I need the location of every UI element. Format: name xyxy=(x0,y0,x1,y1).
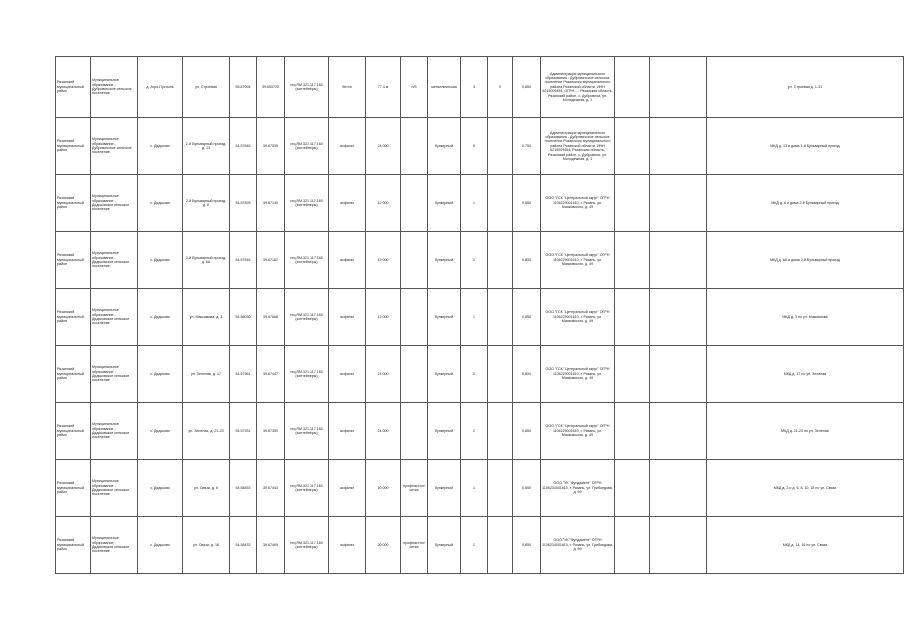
table-cell: 0,850 xyxy=(513,460,541,517)
table-cell: Администрация муниципального образования - Дубровичское сельское поселение Рязанского муниципального района Рязанской области, ИНН 6215009454, Рязанская область, Рязанский район, с. Дубровичи, ул. Молодежная, д. 1 xyxy=(541,118,615,175)
table-cell: req.RM.321.117.160 (контейнеры) xyxy=(285,57,329,118)
table-row xyxy=(56,118,904,175)
table-cell: МКД д. 3 по ул. Максимова xyxy=(707,289,904,346)
table-cell: асфальт xyxy=(329,460,366,517)
table-cell: 54.58453 xyxy=(230,460,257,517)
table-cell: 54.57826 xyxy=(230,175,257,232)
table-cell: 39.67447 xyxy=(257,346,285,403)
table-cell: Муниципальное образование - Дядьковское сельское поселение xyxy=(91,175,138,232)
table-cell: Муниципальное образование - Дядьковское сельское поселение xyxy=(91,346,138,403)
table-cell: 55.87094 xyxy=(230,57,257,118)
table-cell: бункерный xyxy=(428,118,461,175)
table-cell: МКД д. 17 по ул. Зеленая xyxy=(707,346,904,403)
table-cell: ул. Строевая д. 1-31 xyxy=(707,57,904,118)
table-cell xyxy=(615,346,650,403)
table-cell: 0,850 xyxy=(513,517,541,574)
table-cell xyxy=(401,289,428,346)
table-cell: 24.000 xyxy=(366,403,401,460)
table-cell: 39.67339 xyxy=(257,118,285,175)
table-cell: ул. Строевая xyxy=(183,57,230,118)
table-cell: 54.58433 xyxy=(230,517,257,574)
table-row xyxy=(56,175,904,232)
table-cell xyxy=(615,175,650,232)
table-cell xyxy=(650,57,707,118)
table-cell: req.RM.321.117.160 (контейнеры) xyxy=(285,517,329,574)
table-cell: 24.000 xyxy=(366,346,401,403)
table-cell: асфальт xyxy=(329,517,366,574)
table-row xyxy=(56,232,904,289)
table-cell: 2 xyxy=(461,346,488,403)
table-cell: с. Дядьково xyxy=(138,517,183,574)
table-body xyxy=(56,57,904,574)
table-cell: Муниципальное образование - Дядьковское сельское поселение xyxy=(91,232,138,289)
table-cell: ул. Связи, д. 16 xyxy=(183,517,230,574)
table-cell: 5 xyxy=(461,118,488,175)
table-cell: Рязанский муниципальный район xyxy=(56,175,91,232)
table-cell xyxy=(615,460,650,517)
table-cell: 54.57845 xyxy=(230,118,257,175)
table-cell: 1 xyxy=(461,517,488,574)
table-cell xyxy=(650,346,707,403)
table-cell: с. Дядьково xyxy=(138,403,183,460)
table-cell: 39.655720 xyxy=(257,57,285,118)
table-cell: 0 xyxy=(488,57,513,118)
table-row xyxy=(56,289,904,346)
table-cell: 12.000 xyxy=(366,289,401,346)
table-cell: req.RM.321.117.160 (контейнеры) xyxy=(285,460,329,517)
table-cell: Муниципальное образование - Дядьковское сельское поселение xyxy=(91,517,138,574)
table-cell xyxy=(650,289,707,346)
table-cell xyxy=(650,517,707,574)
table-cell: Рязанский муниципальный район xyxy=(56,57,91,118)
table-cell xyxy=(650,232,707,289)
table-cell: req.RM.321.117.160 (контейнеры) xyxy=(285,403,329,460)
table-cell: Рязанский муниципальный район xyxy=(56,403,91,460)
table-cell: бункерный xyxy=(428,232,461,289)
table-cell: 1 xyxy=(461,232,488,289)
table-cell: профнастил/сетка xyxy=(401,517,428,574)
table-cell: 0,850 xyxy=(513,175,541,232)
table-cell: с. Дядьково xyxy=(138,346,183,403)
table-cell xyxy=(615,289,650,346)
table-cell xyxy=(488,517,513,574)
table-cell xyxy=(615,118,650,175)
table-cell: 3 xyxy=(461,57,488,118)
table-cell: бункерный xyxy=(428,460,461,517)
table-cell: Муниципальное образование - Дядьковское сельское поселение xyxy=(91,403,138,460)
table-cell: Муниципальное образование - Дубровичское сельское поселение xyxy=(91,118,138,175)
table-cell xyxy=(488,232,513,289)
table-cell xyxy=(488,175,513,232)
table-row xyxy=(56,517,904,574)
table-cell: 0,850 xyxy=(513,232,541,289)
table-row xyxy=(56,460,904,517)
table-cell: req.RM.321.117.160 (контейнеры) xyxy=(285,118,329,175)
table-cell: ул. Зеленая, д. 21-23 xyxy=(183,403,230,460)
table-cell: ул. Зеленая, д. 17 xyxy=(183,346,230,403)
table-cell: н/б xyxy=(401,57,428,118)
table-cell: req.RM.321.117.160 (контейнеры) xyxy=(285,232,329,289)
table-cell: Рязанский муниципальный район xyxy=(56,118,91,175)
table-cell: бункерный xyxy=(428,175,461,232)
table-cell: 12.000 xyxy=(366,175,401,232)
table-cell: req.RM.321.117.160 (контейнеры) xyxy=(285,175,329,232)
table-cell: 2 xyxy=(461,403,488,460)
table-cell: Рязанский муниципальный район xyxy=(56,232,91,289)
table-cell: асфальт xyxy=(329,175,366,232)
table-cell: с. Дядьково xyxy=(138,460,183,517)
table-cell: ООО "ГСК "Центральный округ" ОГРН 1106229001610, г. Рязань, ул. Маяковского, д. 49 xyxy=(541,346,615,403)
table-cell: бетон xyxy=(329,57,366,118)
table-cell: металлическая xyxy=(428,57,461,118)
table-cell: Рязанский муниципальный район xyxy=(56,517,91,574)
table-cell: 54.58030 xyxy=(230,289,257,346)
table-cell: 39.67140 xyxy=(257,175,285,232)
table-cell: бункерный xyxy=(428,517,461,574)
table-cell: МКД д. 2 и д. 6, 8, 10, 18 по ул. Связи xyxy=(707,460,904,517)
table-cell: бункерный xyxy=(428,403,461,460)
table-cell: 1 xyxy=(461,289,488,346)
table-cell: ООО "ГСК "Центральный округ" ОГРН 1106229001610, г. Рязань, ул. Маяковского, д. 49 xyxy=(541,175,615,232)
table-cell: 0,850 xyxy=(513,403,541,460)
table-cell: асфальт xyxy=(329,118,366,175)
table-cell xyxy=(488,460,513,517)
table-cell: 0,850 xyxy=(513,346,541,403)
table-cell xyxy=(650,175,707,232)
table-cell: 10.000 xyxy=(366,460,401,517)
table-cell: 2-й Бульварный проезд, д. 13 xyxy=(183,118,230,175)
table-cell xyxy=(401,346,428,403)
table-cell: 39.67443 xyxy=(257,460,285,517)
table-cell: с. Дядьково xyxy=(138,289,183,346)
table-cell: 0,750 xyxy=(513,118,541,175)
table-cell: Муниципальное образование - Дубровичское сельское поселение xyxy=(91,57,138,118)
table-cell: 54.57816 xyxy=(230,232,257,289)
table-cell: Муниципальное образование - Дядьковское сельское поселение xyxy=(91,460,138,517)
table-cell: 39.67668 xyxy=(257,289,285,346)
table-cell: 54.57961 xyxy=(230,346,257,403)
table-cell: асфальт xyxy=(329,232,366,289)
table-row xyxy=(56,346,904,403)
table-cell: МКД д. 21-23 по ул. Зеленая xyxy=(707,403,904,460)
table-cell: ООО "ГСК "Центральный округ" ОГРН 1106229001610, г. Рязань, ул. Маяковского, д. 49 xyxy=(541,232,615,289)
table-cell xyxy=(488,118,513,175)
table-cell: 0,850 xyxy=(513,289,541,346)
table-cell xyxy=(488,346,513,403)
table-cell xyxy=(488,289,513,346)
table-cell: ООО "ГСК "Центральный округ" ОГРН 1106229001610, г. Рязань, ул. Маяковского, д. 49 xyxy=(541,403,615,460)
table-cell: Рязанский муниципальный район xyxy=(56,346,91,403)
table-cell: д. Агро-Пустынь xyxy=(138,57,183,118)
registry-table xyxy=(55,56,904,574)
table-cell xyxy=(650,118,707,175)
table-cell: req.RM.321.117.160 (контейнеры) xyxy=(285,346,329,403)
table-cell: бункерный xyxy=(428,289,461,346)
table-cell: 54.57931 xyxy=(230,403,257,460)
table-cell: с. Дядьково xyxy=(138,175,183,232)
table-cell: 0,850 xyxy=(513,57,541,118)
table-cell: МКД д. 14, 16 по ул. Связи xyxy=(707,517,904,574)
table-cell xyxy=(650,403,707,460)
table-cell: Администрация муниципального образования - Дубровичское сельское поселение Рязанского муниципального района Рязанской области, ИНН 6215009454, ОГРН ..., Рязанская область, Рязанский район, с. Дубровичи, ул. Молодежная, д. 1 xyxy=(541,57,615,118)
table-cell: профнастил/сетка xyxy=(401,460,428,517)
table-cell xyxy=(401,403,428,460)
table-row xyxy=(56,57,904,118)
table-cell xyxy=(615,232,650,289)
table-cell: 39.67162 xyxy=(257,232,285,289)
table-cell: бункерный xyxy=(428,346,461,403)
table-cell: 77.4 м xyxy=(366,57,401,118)
table-cell: 24.000 xyxy=(366,118,401,175)
table-cell xyxy=(488,403,513,460)
table-cell: 20.000 xyxy=(366,517,401,574)
table-cell: Муниципальное образование - Дядьковское сельское поселение xyxy=(91,289,138,346)
table-cell: ул. Максимова, д. 3 xyxy=(183,289,230,346)
table-cell: 1 xyxy=(461,460,488,517)
table-cell: с. Дядьково xyxy=(138,232,183,289)
table-cell: асфальт xyxy=(329,403,366,460)
table-cell: 1 xyxy=(461,175,488,232)
table-cell: с. Дядьково xyxy=(138,118,183,175)
table-cell: 39.67350 xyxy=(257,403,285,460)
table-cell: асфальт xyxy=(329,289,366,346)
table-cell: МКД д. 6А и дома 2-й Бульварный проезд xyxy=(707,232,904,289)
table-cell: ООО "УК "Фундамент" ОГРН 1106234001610, г. Рязань, ул. Грибоедова, д. 59 xyxy=(541,517,615,574)
table-cell xyxy=(615,403,650,460)
table-cell: Рязанский муниципальный район xyxy=(56,289,91,346)
table-cell xyxy=(615,517,650,574)
table-cell: МКД д. 13 и дома 1-й Бульварный проезд xyxy=(707,118,904,175)
table-cell: асфальт xyxy=(329,346,366,403)
table-cell: req.RM.321.117.160 (контейнеры) xyxy=(285,289,329,346)
table-cell: 2-й Бульварный проезд, д. 6А xyxy=(183,232,230,289)
table-cell: ООО "УК "Фундамент" ОГРН 1106234001610, г. Рязань, ул. Грибоедова, д. 59 xyxy=(541,460,615,517)
table-cell xyxy=(401,175,428,232)
table-cell: Рязанский муниципальный район xyxy=(56,460,91,517)
table-cell: 39.67469 xyxy=(257,517,285,574)
table-cell xyxy=(650,460,707,517)
table-cell xyxy=(401,232,428,289)
table-cell: ул. Связи, д. 6 xyxy=(183,460,230,517)
table-cell: МКД д. 6 и дома 2-й Бульварный проезд xyxy=(707,175,904,232)
table-cell xyxy=(401,118,428,175)
table-cell xyxy=(615,57,650,118)
table-cell: 12.000 xyxy=(366,232,401,289)
table-row xyxy=(56,403,904,460)
table-cell: 2-й Бульварный проезд, д. 6 xyxy=(183,175,230,232)
table-cell: ООО "ГСК "Центральный округ" ОГРН 1106229001610, г. Рязань, ул. Маяковского, д. 49 xyxy=(541,289,615,346)
